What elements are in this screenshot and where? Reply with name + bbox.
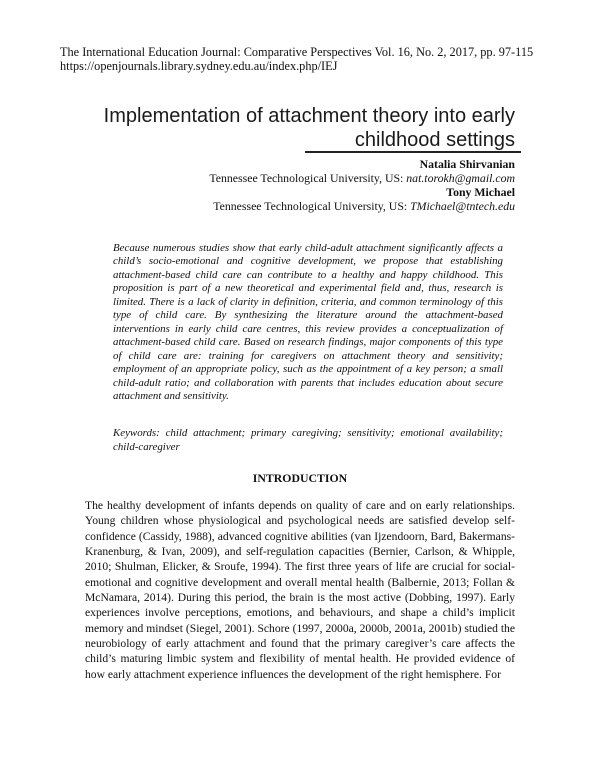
keywords: Keywords: child attachment; primary caregiving; sensitivity; emotional availability; child-caregiver [113,427,503,453]
author-block [209,157,515,213]
author-name: Natalia Shirvanian [419,157,515,171]
journal-citation: The International Education Journal: Comparative Perspectives Vol. 16, No. 2, 2017, pp. 97-115 [60,45,534,59]
author-affiliation: Tennessee Technological University, US: [213,199,408,213]
journal-url[interactable]: https://openjournals.library.sydney.edu.au/index.php/IEJ [60,59,338,73]
abstract: Because numerous studies show that early child-adult attachment significantly affects a child’s socio-emotional and cognitive development, we propose that establishing attachment-based child care can contribute to a healthy and happy childhood. This proposition is part of a new theoretical and experimental field and, thus, research is limited. There is a lack of clarity in definition, criteria, and common terminology of this type of child care. By synthesizing the literature around the attachment-based interventions in early child care centres, this review provides a conceptualization of attachment-based child care. Based on research findings, major components of this type of child care are: training for caregivers on attachment theory and sensitivity; employment of an appropriate policy, such as the appointment of a key person; a small child-adult ratio; and collaboration with parents that includes education about secure attachment and sensitivity. [113,242,503,402]
author-name: Tony Michael [446,185,515,199]
author-affiliation-line [209,171,515,185]
paper-title: Implementation of attachment theory into early childhood settings [103,105,515,151]
journal-header [60,45,533,73]
author-affiliation-line [209,199,515,213]
author-affiliation: Tennessee Technological University, US: [209,171,404,185]
author-email[interactable]: nat.torokh@gmail.com [406,171,515,185]
intro-paragraph: The healthy development of infants depends on quality of care and on early relationships. Young children whose physiological and psychological needs are satisfied develop self-confidence (Cassidy, 1988), advanced cognitive abilities (van Ijzendoorn, Bard, Bakermans-Kranenburg, & Ivan, 2009), and self-regulation capacities (Bernier, Carlson, & Whipple, 2010; Shulman, Elicker, & Sroufe, 1994). The first three years of life are crucial for social-emotional and cognitive development and overall mental health (Balbernie, 2013; Follan & McNamara, 2014). During this period, the brain is the most active (Dobbing, 1997). Early experiences involve perceptions, emotions, and behaviours, and shape a child’s implicit memory and mindset (Siegel, 2001). Schore (1997, 2000a, 2000b, 2001a, 2001b) studied the neurobiology of early attachment and found that the primary caregiver’s care affects the child’s maturing limbic system and flexibility of mental health. He provided evidence of how early attachment experience influences the development of the right hemisphere. For [85,499,515,681]
title-rule [305,151,521,153]
section-heading: INTRODUCTION [252,471,348,485]
author-email[interactable]: TMichael@tntech.edu [410,199,515,213]
